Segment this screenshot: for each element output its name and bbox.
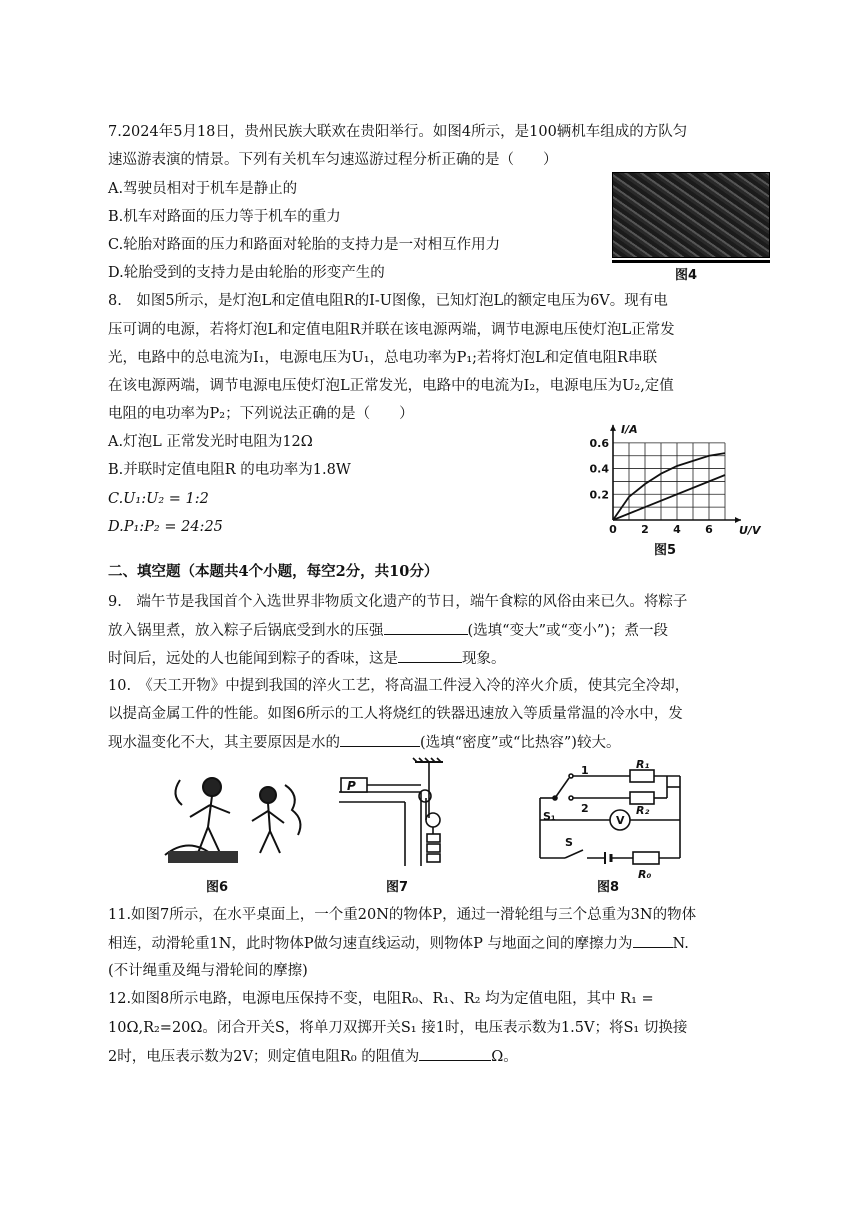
q9-line-2-part-b: (选填“变大”或“变小”)；煮一段 [467,623,668,639]
chart-x-tick-label: 0 [609,523,617,536]
figure-6-workers-illustration [160,765,310,865]
q11-stem-line-3: (不计绳重及绳与滑轮间的摩擦) [108,963,308,979]
q8-stem-line-5: 电阻的电功率为P₂；下列说法正确的是（ ） [108,406,414,422]
figure-8-caption: 图8 [597,880,620,895]
figure-8-label-r0: R₀ [638,868,652,881]
chart-y-axis-label: I/A [621,422,638,436]
chart-y-axis-arrow [610,425,616,431]
figure-7-caption: 图7 [386,880,409,895]
q9-blank-1[interactable] [384,620,468,635]
q9-line-3-part-b: 现象。 [462,651,506,667]
q9-stem-line-2 [108,620,668,641]
chart-x-tick-label: 4 [673,523,681,536]
q8-option-a: A.灯泡L 正常发光时电阻为12Ω [108,434,313,450]
q11-blank[interactable] [633,933,673,948]
q8-option-d: D.P₁:P₂ = 24:25 [108,519,223,535]
q7-option-a: A.驾驶员相对于机车是静止的 [108,181,298,197]
q8-stem-line-1: 8. 如图5所示，是灯泡L和定值电阻R的I-U图像，已知灯泡L的额定电压为6V。现有电 [108,293,668,309]
q8-option-c: C.U₁:U₂ = 1:2 [108,491,209,507]
chart-x-axis-arrow [735,517,741,523]
figure-4-caption: 图4 [675,268,698,283]
q7-option-d: D.轮胎受到的支持力是由轮胎的形变产生的 [108,265,385,281]
chart-y-tick-label: 0.6 [589,436,609,450]
figure-6-caption: 图6 [206,880,229,895]
chart-series-line-1 [613,453,725,520]
q10-stem-line-3 [108,732,620,753]
q9-line-3-part-a: 时间后，远处的人也能闻到粽子的香味，这是 [108,651,398,667]
q11-line-2-part-a: 相连，动滑轮重1N，此时物体P做匀速直线运动，则物体P 与地面之间的摩擦力为 [108,936,633,952]
q7-stem-line-2: 速巡游表演的情景。下列有关机车匀速巡游过程分析正确的是（ ） [108,152,558,168]
figure-5-caption: 图5 [654,543,677,558]
figure-7-pulley-diagram [335,758,445,868]
q7-stem-line-1: 7.2024年5月18日，贵州民族大联欢在贵阳举行。如图4所示，是100辆机车组成的方队匀 [108,124,688,140]
chart-y-tick-label: 0.2 [589,488,609,502]
chart-x-tick-label: 2 [641,523,649,536]
q8-stem-line-3: 光，电路中的总电流为I₁，电源电压为U₁，总电功率为P₁;若将灯泡L和定值电阻R串联 [108,350,658,366]
figure-8-label-r2: R₂ [636,804,650,817]
q8-option-b: B.并联时定值电阻R 的电功率为1.8W [108,462,351,478]
figure-8-label-s1: S₁ [543,810,556,823]
q8-stem-line-2: 压可调的电源，若将灯泡L和定值电阻R并联在该电源两端，调节电源电压使灯泡L正常发 [108,322,675,338]
q7-option-c: C.轮胎对路面的压力和路面对轮胎的支持力是一对相互作用力 [108,237,501,253]
figure-4-photo [612,172,770,258]
q12-stem-line-3 [108,1046,518,1067]
q12-blank[interactable] [419,1046,491,1061]
q12-stem-line-2: 10Ω,R₂=20Ω。闭合开关S，将单刀双掷开关S₁ 接1时，电压表示数为1.5V；将S₁ 切换接 [108,1020,688,1036]
q12-line-3-part-a: 2时，电压表示数为2V；则定值电阻R₀ 的阻值为 [108,1049,420,1065]
q8-stem-line-4: 在该电源两端，调节电源电压使灯泡L正常发光，电路中的电流为I₂，电源电压为U₂,定值 [108,378,674,394]
q10-line-3-part-a: 现水温变化不大，其主要原因是水的 [108,735,340,751]
q7-option-b: B.机车对路面的压力等于机车的重力 [108,209,341,225]
figure-8-label-voltmeter: V [616,814,625,827]
chart-x-axis-label: U/V [739,524,761,537]
q11-stem-line-2 [108,933,689,954]
figure-8-circuit-diagram [535,758,685,881]
chart-x-tick-label: 6 [705,523,713,536]
figure-7-label-p: P [347,779,356,793]
q11-stem-line-1: 11.如图7所示，在水平桌面上，一个重20N的物体P，通过一滑轮组与三个总重为3N的物体 [108,907,697,923]
q11-line-2-part-b: N. [672,936,689,952]
section-2-title: 二、填空题（本题共4个小题，每空2分，共10分） [108,563,439,580]
figure-8-label-terminal-2: 2 [581,802,589,815]
chart-y-tick-label: 0.4 [589,462,609,476]
q9-stem-line-1: 9. 端午节是我国首个入选世界非物质文化遗产的节日，端午食粽的风俗由来已久。将粽子 [108,594,688,610]
q10-stem-line-1: 10. 《天工开物》中提到我国的淬火工艺，将高温工件浸入冷的淬火介质，使其完全冷却， [108,678,690,694]
figure-8-label-s: S [565,836,573,849]
q10-stem-line-2: 以提高金属工件的性能。如图6所示的工人将烧红的铁器迅速放入等质量常温的冷水中，发 [108,706,683,722]
figure-8-label-terminal-1: 1 [581,764,589,777]
q10-blank[interactable] [340,732,420,747]
q12-line-3-part-b: Ω。 [491,1049,518,1065]
q9-stem-line-3 [108,648,506,669]
q12-stem-line-1: 12.如图8所示电路，电源电压保持不变，电阻R₀、R₁、R₂ 均为定值电阻，其中 R₁ = [108,991,654,1007]
figure-5-iu-chart [585,400,765,540]
q9-blank-2[interactable] [398,648,462,663]
q9-line-2-part-a: 放入锅里煮，放入粽子后锅底受到水的压强 [108,623,384,639]
q10-line-3-part-b: (选填“密度”或“比热容”)较大。 [420,735,621,751]
figure-8-label-r1: R₁ [636,758,650,771]
